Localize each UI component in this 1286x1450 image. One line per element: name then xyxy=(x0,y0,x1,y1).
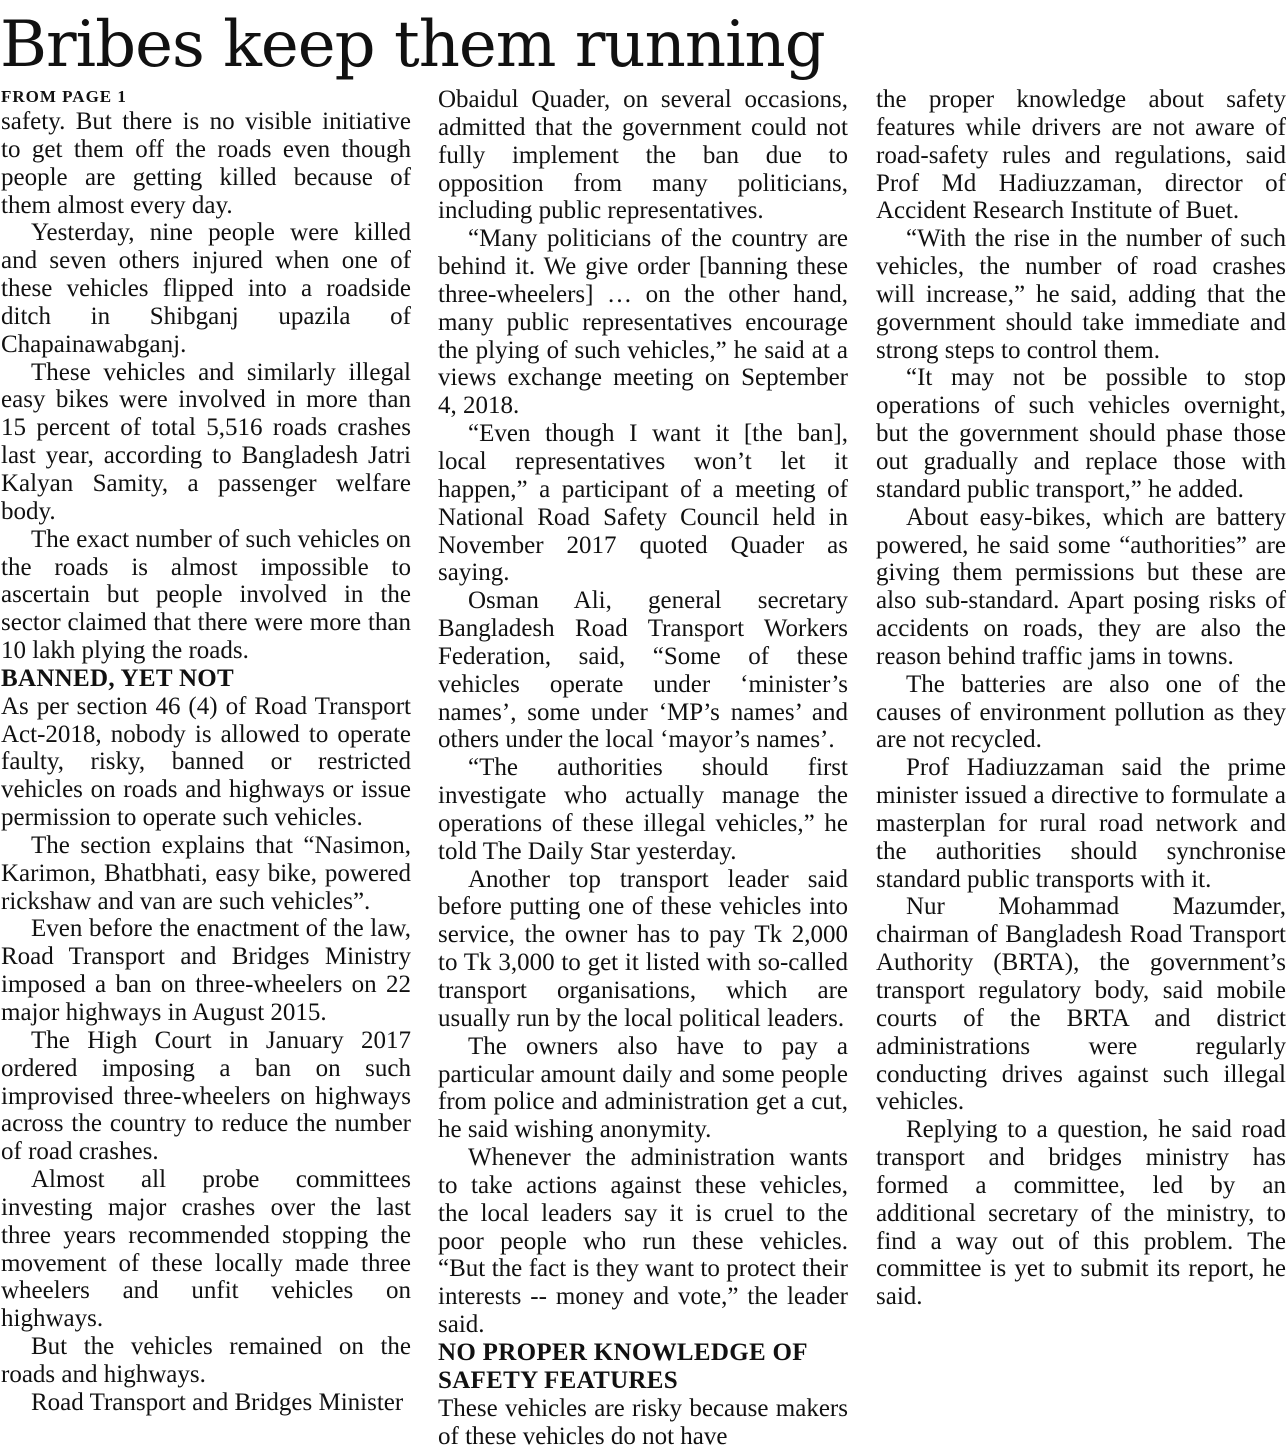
paragraph: Another top transport leader said before putting one of these vehicles into service, the owner has to pay Tk 2,000 to Tk 3,000 to get it listed with so-called transport organisations, which are usually run by the local political leaders. xyxy=(438,865,848,1032)
paragraph: The owners also have to pay a particular amount daily and some people from police and administration get a cut, he said wishing anonymity. xyxy=(438,1032,848,1144)
jump-line: FROM PAGE 1 xyxy=(1,87,127,106)
paragraph: “It may not be possible to stop operations of such vehicles overnight, but the government should phase those out gradually and replace those with standard public transport,” he added. xyxy=(876,364,1286,503)
paragraph: safety. But there is no visible initiative to get them off the roads even though people are getting killed because of them almost every day. xyxy=(1,108,411,219)
paragraph: “With the rise in the number of such vehicles, the number of road crashes will increase,” he said, adding that the government should take immediate and strong steps to control them. xyxy=(876,225,1286,364)
paragraph: Even before the enactment of the law, Road Transport and Bridges Ministry imposed a ban on three-wheelers on 22 major highways in August 2015. xyxy=(1,915,411,1026)
subheading: NO PROPER KNOWLEDGE OF SAFETY FEATURES xyxy=(438,1338,807,1394)
paragraph: The batteries are also one of the causes of environment pollution as they are not recycled. xyxy=(876,670,1286,754)
paragraph: Nur Mohammad Mazumder, chairman of Bangladesh Road Transport Authority (BRTA), the government’s transport regulatory body, said mobile courts of the BRTA and district administrations were regularly conducting drives against such illegal vehicles. xyxy=(876,893,1286,1116)
paragraph: Replying to a question, he said road transport and bridges ministry has formed a committee, led by an additional secretary of the ministry, to find a way out of this problem. The committee is yet to submit its report, he said. xyxy=(876,1116,1286,1311)
paragraph: But the vehicles remained on the roads and highways. xyxy=(1,1333,411,1388)
article-column-3 xyxy=(876,86,1286,1311)
paragraph: As per section 46 (4) of Road Transport Act-2018, nobody is allowed to operate faulty, risky, banned or restricted vehicles on roads and highways or issue permission to operate such vehicles. xyxy=(1,692,411,832)
paragraph: The High Court in January 2017 ordered imposing a ban on such improvised three-wheelers on highways across the country to reduce the number of road crashes. xyxy=(1,1026,411,1166)
article-column-2 xyxy=(438,86,848,1450)
headline: Bribes keep them running xyxy=(0,8,825,82)
paragraph: “Many politicians of the country are behind it. We give order [banning these three-wheelers] … on the other hand, many public representatives encourage the plying of such vehicles,” he said at a views exchange meeting on September 4, 2018. xyxy=(438,225,848,420)
paragraph: “Even though I want it [the ban], local representatives won’t let it happen,” a participant of a meeting of National Road Safety Council held in November 2017 quoted Quader as saying. xyxy=(438,420,848,587)
paragraph: Prof Hadiuzzaman said the prime minister issued a directive to formulate a masterplan for rural road network and the authorities should synchronise standard public transports with it. xyxy=(876,754,1286,893)
article-column-1 xyxy=(1,86,411,1417)
paragraph: the proper knowledge about safety features while drivers are not aware of road-safety rules and regulations, said Prof Md Hadiuzzaman, director of Accident Research Institute of Buet. xyxy=(876,86,1286,225)
paragraph: The section explains that “Nasimon, Karimon, Bhatbhati, easy bike, powered rickshaw and van are such vehicles”. xyxy=(1,831,411,915)
paragraph: The exact number of such vehicles on the roads is almost impossible to ascertain but people involved in the sector claimed that there were more than 10 lakh plying the roads. xyxy=(1,525,411,665)
paragraph: About easy-bikes, which are battery powered, he said some “authorities” are giving them permissions but these are also sub-standard. Apart posing risks of accidents on roads, they are also the reason behind traffic jams in towns. xyxy=(876,503,1286,670)
paragraph: Road Transport and Bridges Minister xyxy=(31,1388,404,1416)
paragraph: Almost all probe committees investing major crashes over the last three years recommended stopping the movement of these locally made three wheelers and unfit vehicles on highways. xyxy=(1,1166,411,1333)
paragraph: Osman Ali, general secretary Bangladesh Road Transport Workers Federation, said, “Some of these vehicles operate under ‘minister’s names’, some under ‘MP’s names’ and others under the local ‘mayor’s names’. xyxy=(438,587,848,754)
paragraph: Yesterday, nine people were killed and seven others injured when one of these vehicles flipped into a roadside ditch in Shibganj upazila of Chapainawabganj. xyxy=(1,219,411,358)
paragraph: Whenever the administration wants to take actions against these vehicles, the local leaders say it is cruel to the poor people who run these vehicles. “But the fact is they want to protect their interests -- money and vote,” the leader said. xyxy=(438,1144,848,1339)
paragraph: These vehicles are risky because makers of these vehicles do not have xyxy=(438,1394,848,1450)
paragraph: These vehicles and similarly illegal easy bikes were involved in more than 15 percent of total 5,516 roads crashes last year, according to Bangladesh Jatri Kalyan Samity, a passenger welfare body. xyxy=(1,358,411,525)
paragraph: Obaidul Quader, on several occasions, admitted that the government could not fully implement the ban due to opposition from many politicians, including public representatives. xyxy=(438,86,848,225)
subheading: BANNED, YET NOT xyxy=(1,664,235,692)
paragraph: “The authorities should first investigate who actually manage the operations of these illegal vehicles,” he told The Daily Star yesterday. xyxy=(438,754,848,865)
